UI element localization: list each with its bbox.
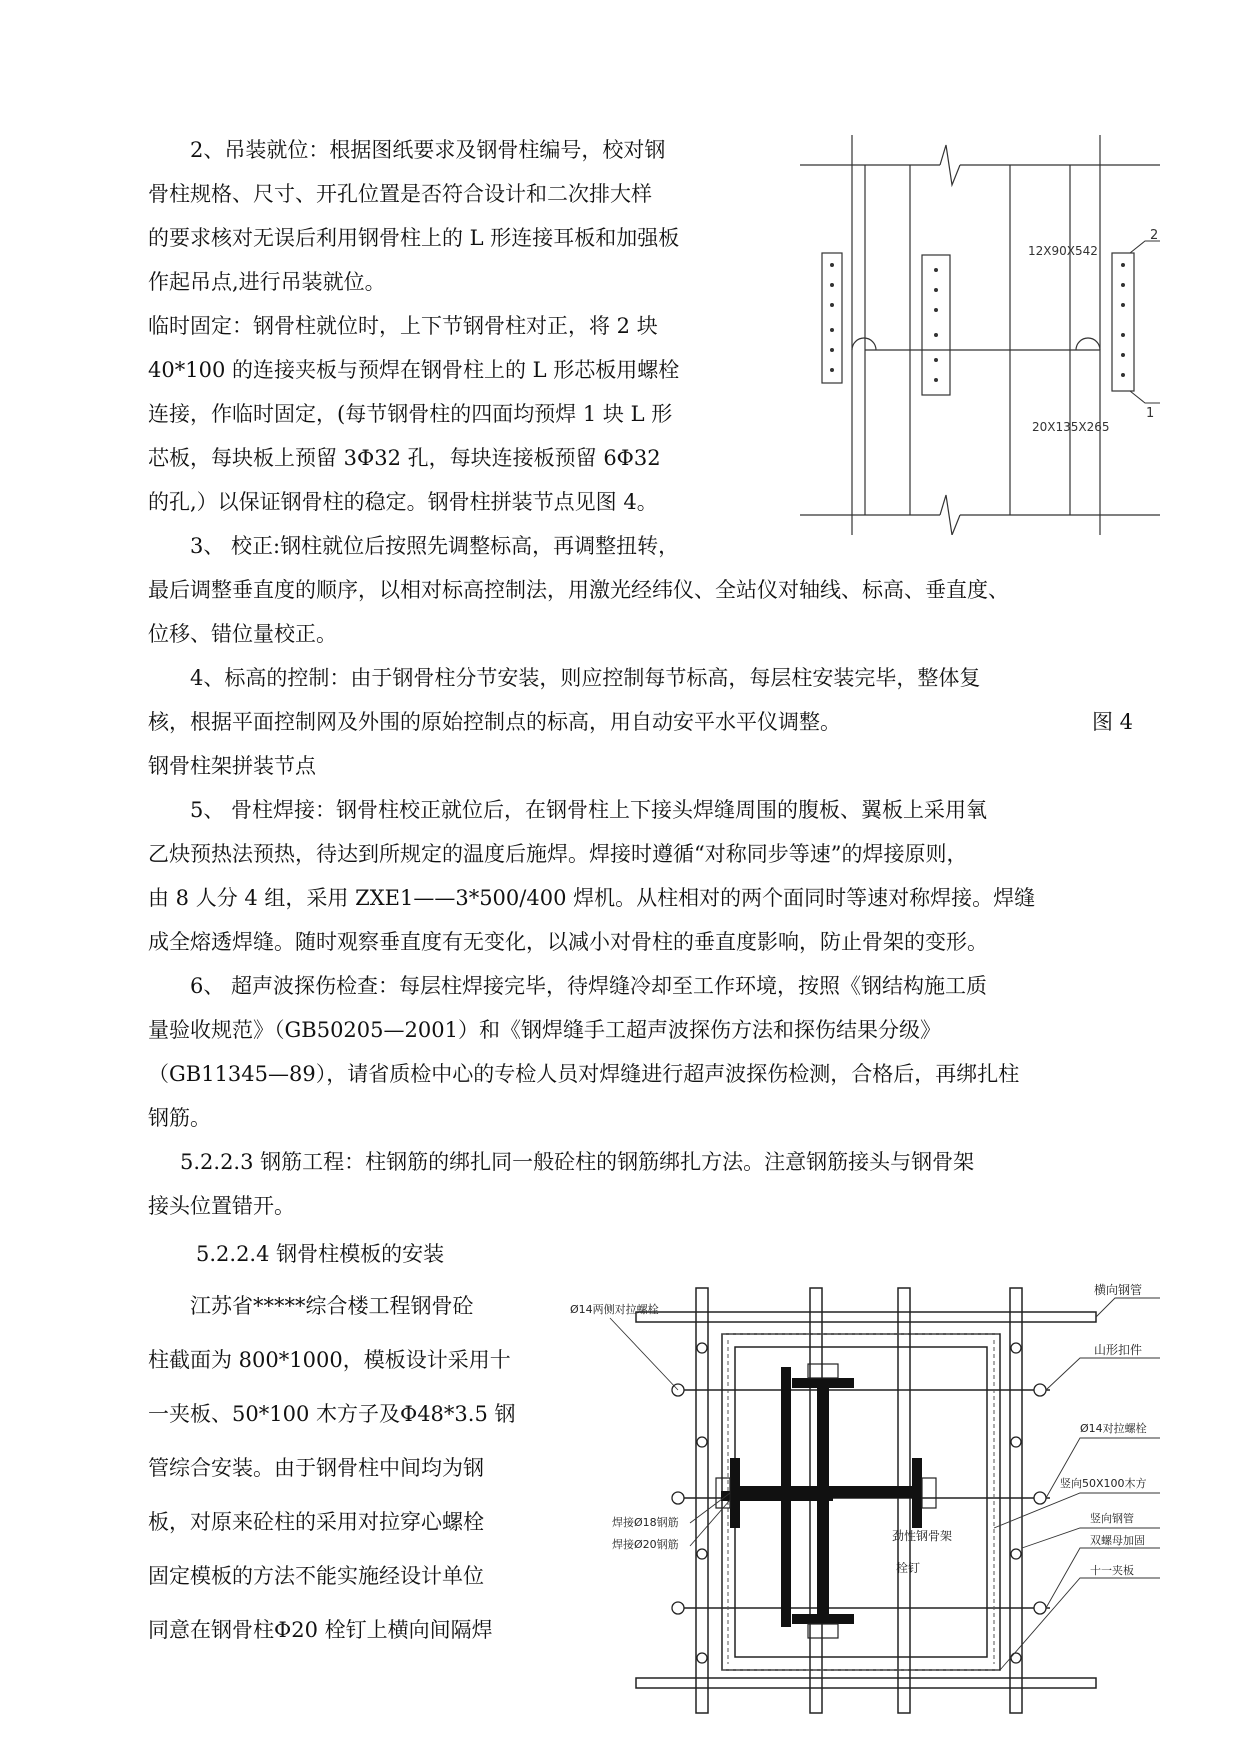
callout-plywood: 十一夹板 (1090, 1564, 1134, 1577)
text-line: 3、 校正:钢柱就位后按照先调整标高，再调整扭转， (190, 534, 680, 558)
text-line: 的要求核对无误后利用钢骨柱上的 L 形连接耳板和加强板 (148, 226, 680, 250)
label-1-num: 1 (1146, 406, 1155, 421)
text-line: 40*100 的连接夹板与预焊在钢骨柱上的 L 形芯板用螺栓 (148, 358, 680, 382)
text-line: 成全熔透焊缝。随时观察垂直度有无变化，以减小对骨柱的垂直度影响，防止骨架的变形。 (148, 930, 988, 954)
text-line: 最后调整垂直度的顺序，以相对标高控制法，用激光经纬仪、全站仪对轴线、标高、垂直度、 (148, 578, 1009, 602)
text-line: 临时固定：钢骨柱就位时，上下节钢骨柱对正，将 2 块 (148, 314, 658, 338)
text-line: 由 8 人分 4 组，采用 ZXE1——3*500/400 焊机。从柱相对的两个面同时等速对称焊接。焊缝 (148, 886, 1036, 910)
text-line: 的孔,）以保证钢骨柱的稳定。钢骨柱拼装节点见图 4。 (148, 490, 658, 514)
figure-4-caption: 图 4 (1092, 710, 1134, 734)
text-line: 6、 超声波探伤检查：每层柱焊接完毕，待焊缝冷却至工作环境，按照《钢结构施工质 (190, 974, 988, 998)
text-line: （GB11345—89），请省质检中心的专检人员对焊缝进行超声波探伤检测，合格后，再绑扎柱 (148, 1062, 1020, 1086)
text-line: 管综合安装。由于钢骨柱中间均为钢 (148, 1456, 484, 1480)
splice-joint-drawing (800, 135, 1160, 535)
callout-vertical-pipe: 竖向钢管 (1090, 1512, 1134, 1525)
text-line: 钢骨柱架拼装节点 (148, 754, 316, 778)
text-line: 江苏省*****综合楼工程钢骨砼 (190, 1294, 474, 1318)
callout-stud: 栓钉 (896, 1561, 921, 1575)
text-line: 固定模板的方法不能实施经设计单位 (148, 1564, 484, 1588)
text-line: 接头位置错开。 (148, 1194, 295, 1218)
text-line: 作起吊点,进行吊装就位。 (148, 270, 386, 294)
text-line: 骨柱规格、尺寸、开孔位置是否符合设计和二次排大样 (148, 182, 652, 206)
text-line: 4、标高的控制：由于钢骨柱分节安装，则应控制每节标高，每层柱安装完毕，整体复 (190, 666, 981, 690)
text-line: 位移、错位量校正。 (148, 622, 337, 646)
text-line: 柱截面为 800*1000，模板设计采用十 (148, 1348, 511, 1372)
text-line: 芯板，每块板上预留 3Φ32 孔，每块连接板预留 6Φ32 (148, 446, 661, 470)
text-line: 钢筋。 (148, 1106, 211, 1130)
label-1-spec: 20X135X265 (1032, 420, 1110, 434)
text-line: 板，对原来砼柱的采用对拉穿心螺栓 (148, 1510, 484, 1534)
text-line: 5.2.2.3 钢筋工程：柱钢筋的绑扎同一般砼柱的钢筋绑扎方法。注意钢筋接头与钢骨架 (180, 1150, 975, 1174)
callout-rebar-20: 焊接Ø20钢筋 (612, 1538, 679, 1551)
callout-double-nut: 双螺母加固 (1090, 1534, 1145, 1547)
text-line: 核，根据平面控制网及外围的原始控制点的标高，用自动安平水平仪调整。 (148, 710, 841, 734)
text-line: 连接，作临时固定，(每节钢骨柱的四面均预焊 1 块 L 形 (148, 402, 673, 426)
text-line: 5、 骨柱焊接：钢骨柱校正就位后，在钢骨柱上下接头焊缝周围的腹板、翼板上采用氧 (190, 798, 988, 822)
callout-timber: 竖向50X100木方 (1060, 1477, 1147, 1490)
callout-steel-core: 劲性钢骨架 (892, 1529, 953, 1543)
callout-side-tie-bolt: Ø14两侧对拉螺栓 (570, 1303, 659, 1316)
callout-tie-bolt: Ø14对拉螺栓 (1080, 1422, 1147, 1435)
section-heading: 5.2.2.4 钢骨柱模板的安装 (196, 1242, 445, 1266)
callout-rebar-18: 焊接Ø18钢筋 (612, 1516, 679, 1529)
callout-clamp: 山形扣件 (1094, 1343, 1143, 1357)
formwork-section-drawing (570, 1278, 1160, 1718)
callout-horizontal-pipe: 横向钢管 (1094, 1283, 1143, 1297)
text-line: 乙炔预热法预热，待达到所规定的温度后施焊。焊接时遵循“对称同步等速”的焊接原则， (148, 842, 968, 866)
text-line: 一夹板、50*100 木方子及Φ48*3.5 钢 (148, 1402, 516, 1426)
text-line: 同意在钢骨柱Φ20 栓钉上横向间隔焊 (148, 1618, 493, 1642)
text-line: 量验收规范》（GB50205—2001）和《钢焊缝手工超声波探伤方法和探伤结果分级》 (148, 1018, 941, 1042)
label-2-num: 2 (1150, 228, 1159, 243)
label-2-spec: 12X90X542 (1028, 244, 1098, 258)
text-line: 2、吊装就位：根据图纸要求及钢骨柱编号，校对钢 (190, 138, 666, 162)
